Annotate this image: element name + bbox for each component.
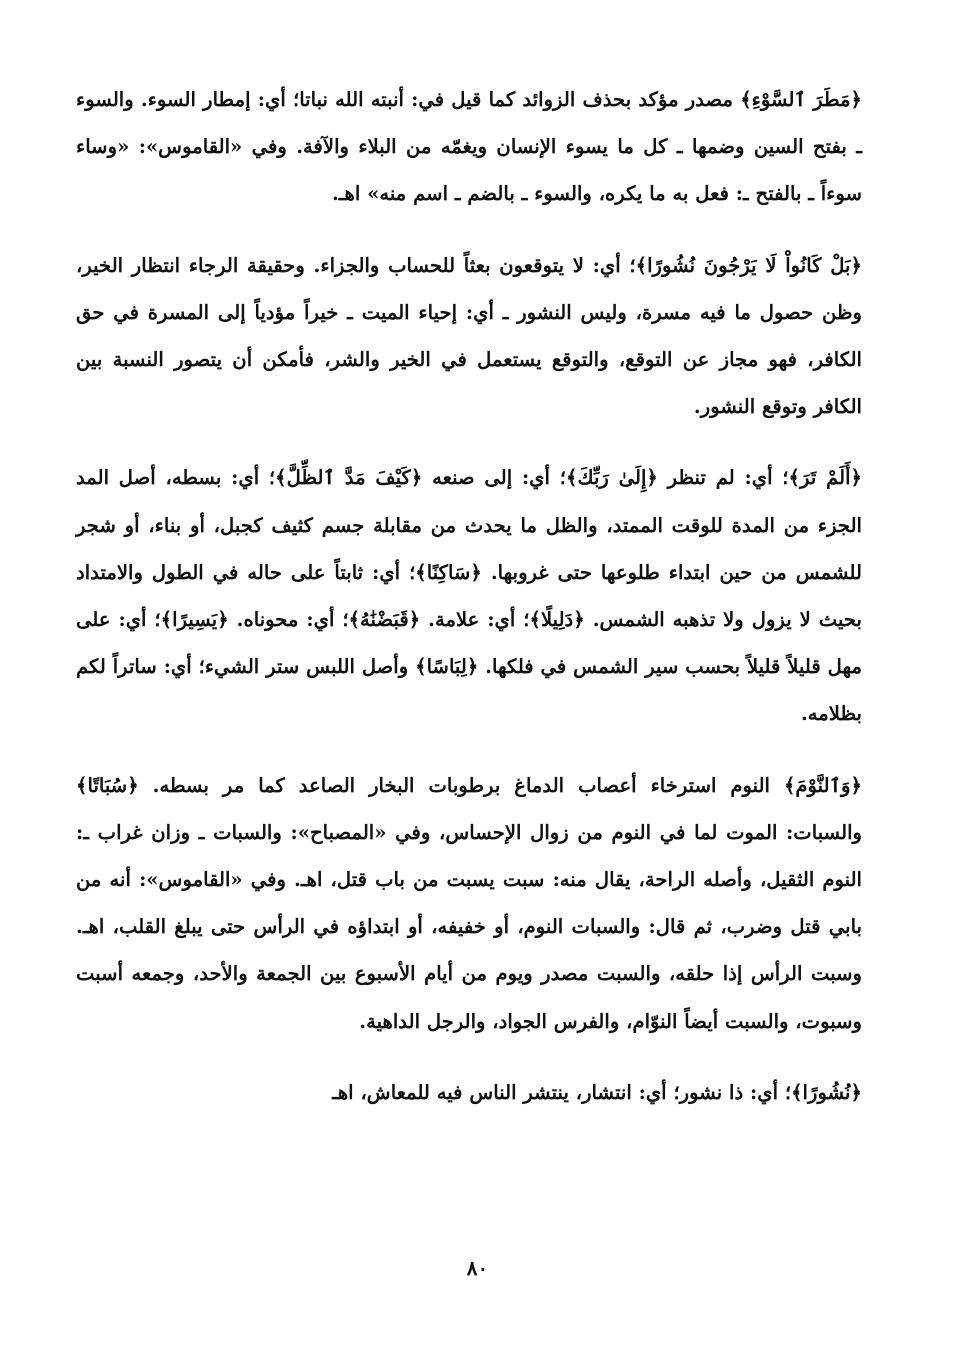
paragraph-matar-al-saw: ﴿مَطَرَ ٱلسَّوْءِ﴾ مصدر مؤكد بحذف الزوائد كما قيل في: أنبته الله نباتا؛ أي: إمطار السوء. والسوء ـ بفتح السين وضمها ـ كل ما يسوء الإنسان ويغمّه من البلاء والآفة. وفي «القاموس»: «وساء سوءاً ـ بالفتح ـ: فعل به ما يكره، والسوء ـ بالضم ـ اسم منه» اهـ.: [76, 88, 862, 206]
paragraph-gap: [76, 218, 862, 242]
paragraph-gap: [76, 430, 862, 454]
paragraph-zill: ﴿أَلَمْ تَرَ﴾؛ أي: لم تنظر ﴿إِلَىٰ رَبِّكَ﴾؛ أي: إلى صنعه ﴿كَيْفَ مَدَّ ٱلظِّلَّ﴾؛ أي: بسطه، أصل المد الجزء من المدة للوقت الممتد، والظل ما يحدث من مقابلة جسم كثيف كجبل، أو بناء، أو شجر للشمس من حين ابتداء طلوعها حتى غروبها. ﴿سَاكِنًا﴾؛ أي: ثابتاً على حاله في الطول والامتداد بحيث لا يزول ولا تذهبه الشمس. ﴿دَلِيلًا﴾؛ أي: علامة. ﴿قَبَضْنَٰهُ﴾؛ أي: محوناه. ﴿يَسِيرًا﴾؛ أي: على مهل قليلاً قليلاً بحسب سير الشمس في فلكها. ﴿لِبَاسًا﴾ وأصل اللبس ستر الشيء؛ أي: ساتراً لكم بظلامه.: [76, 466, 862, 726]
page-body: [76, 76, 862, 1116]
paragraph-nawm-subat: ﴿وَٱلنَّوْمَ﴾ النوم استرخاء أعصاب الدماغ برطوبات البخار الصاعد كما مر بسطه. ﴿سُبَاتًا﴾ والسبات: الموت لما في النوم من زوال الإحساس، وفي «المصباح»: والسبات ـ وزان غراب ـ: النوم الثقيل، وأصله الراحة، يقال منه: سبت يسبت من باب قتل، اهـ. وفي «القاموس»: أنه من بابي قتل وضرب، ثم قال: والسبات النوم، أو خفيفه، أو ابتداؤه في الرأس حتى يبلغ القلب، اهـ. وسبت الرأس إذا حلقه، والسبت مصدر ويوم من أيام الأسبوع بين الجمعة والأحد، وجمعه أسبت وسبوت، والسبت أيضاً النوّام، والفرس الجواد، والرجل الداهية.: [76, 773, 862, 1033]
paragraph-gap: [76, 738, 862, 762]
page-number: ٨٠: [466, 1256, 489, 1280]
paragraph-nushur: ﴿بَلْ كَانُواْ لَا يَرْجُونَ نُشُورًا﴾؛ أي: لا يتوقعون بعثاً للحساب والجزاء. وحقيقة الرجاء انتظار الخير، وظن حصول ما فيه مسرة، وليس النشور ـ أي: إحياء الميت ـ خيراً مؤدياً إلى المسرة في حق الكافر، فهو مجاز عن التوقع، والتوقع يستعمل في الخير والشر، فأمكن أن يتصور النسبة بين الكافر وتوقع النشور.: [76, 253, 862, 419]
paragraph-gap: [76, 1045, 862, 1069]
paragraph-nushur-end: ﴿نُشُورًا﴾؛ أي: ذا نشور؛ أي: انتشار، ينتشر الناس فيه للمعاش، اهـ: [332, 1080, 862, 1104]
